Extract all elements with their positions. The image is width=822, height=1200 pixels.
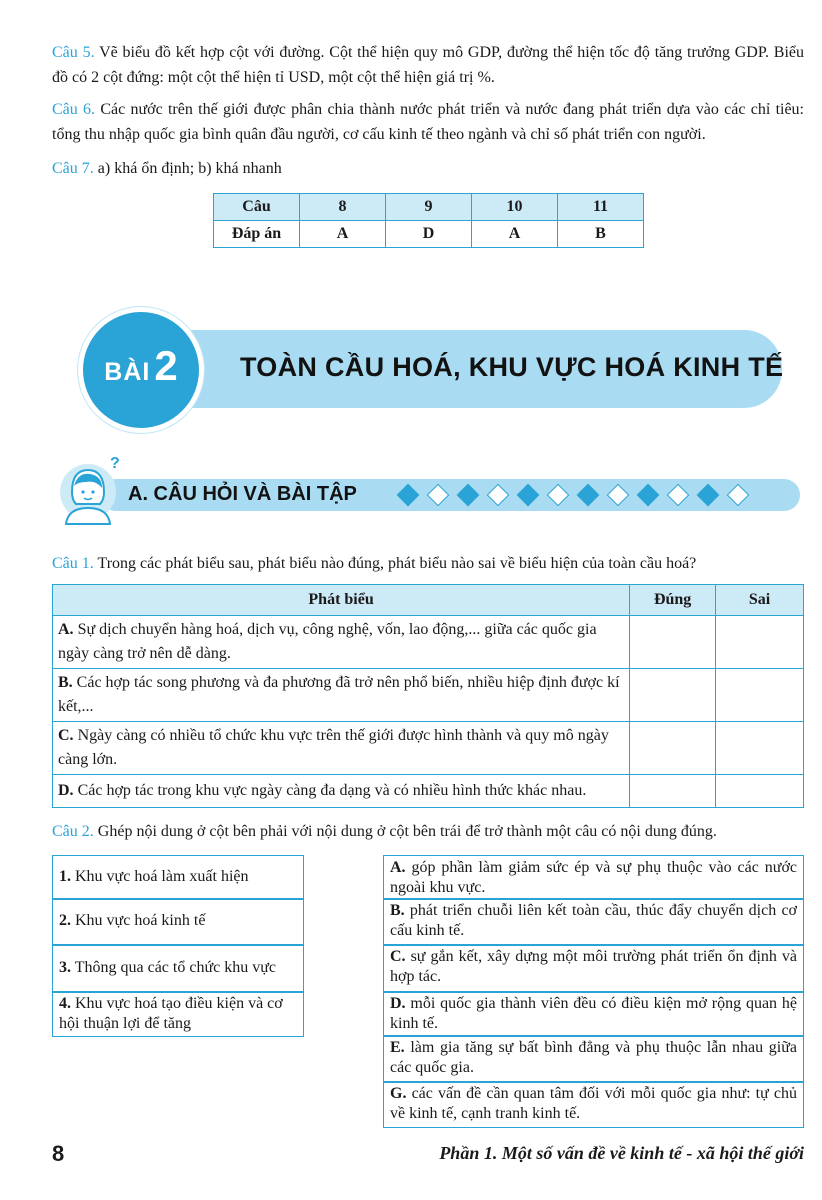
diamond-icon <box>637 484 660 507</box>
diamond-icon <box>517 484 540 507</box>
answer-text: Vẽ biểu đồ kết hợp cột với đường. Cột thể hiện quy mô GDP, đường thể hiện tốc độ tăng trưởng GDP. Biểu đồ có 2 cột đứng: một cột thể hiện tỉ USD, một cột thể hiện giá trị %. <box>52 44 804 86</box>
statement-cell <box>53 669 630 722</box>
table-cell: Đáp án <box>214 221 300 248</box>
false-checkbox-cell[interactable] <box>716 669 804 722</box>
diamond-icon <box>577 484 600 507</box>
diamond-icon <box>457 484 480 507</box>
running-footer: Phần 1. Một số vấn đề về kinh tế - xã hội thế giới <box>439 1143 804 1163</box>
question-text: Trong các phát biểu sau, phát biểu nào đúng, phát biểu nào sai về biểu hiện của toàn cầu hoá? <box>97 555 697 572</box>
match-left-item[interactable] <box>52 855 304 900</box>
true-checkbox-cell[interactable] <box>630 669 716 722</box>
diamond-icon <box>547 484 570 507</box>
match-right-item[interactable] <box>383 855 804 900</box>
true-checkbox-cell[interactable] <box>630 722 716 775</box>
question-label: Câu 6. <box>52 101 96 118</box>
statement-text: Các hợp tác trong khu vực ngày càng đa dạng và có nhiều hình thức khác nhau. <box>77 782 587 799</box>
question-label: Câu 2. <box>52 823 94 840</box>
table-cell: Câu <box>214 194 300 221</box>
statement-cell <box>53 775 630 808</box>
question-label: Câu 7. <box>52 160 94 177</box>
question-text: Ghép nội dung ở cột bên phải với nội dung ở cột bên trái để trở thành một câu có nội dung đúng. <box>97 823 717 840</box>
question-1 <box>52 551 804 576</box>
false-checkbox-cell[interactable] <box>716 616 804 669</box>
item-text: các vấn đề cần quan tâm đối với mỗi quốc gia như: tự chủ về kinh tế, cạnh tranh kinh tế. <box>390 1085 798 1122</box>
item-key: D. <box>390 995 406 1012</box>
statement-key: C. <box>58 727 74 744</box>
false-checkbox-cell[interactable] <box>716 722 804 775</box>
statement-text: Ngày càng có nhiều tổ chức khu vực trên thế giới được hình thành và quy mô ngày càng lớn. <box>58 727 609 768</box>
item-key: A. <box>390 859 406 876</box>
statement-table-header <box>53 585 804 616</box>
lesson-word: BÀI <box>104 358 151 386</box>
column-header: Sai <box>716 585 804 616</box>
item-text: Thông qua các tổ chức khu vực <box>74 959 276 976</box>
statement-key: B. <box>58 674 73 691</box>
statement-text: Các hợp tác song phương và đa phương đã trở nên phổ biến, nhiều hiệp định được kí kết,... <box>58 674 620 715</box>
statement-key: A. <box>58 621 74 638</box>
diamond-icon <box>487 484 510 507</box>
decorative-diamonds <box>396 484 796 506</box>
diamond-icon <box>427 484 450 507</box>
lesson-digit: 2 <box>154 342 178 389</box>
page-number: 8 <box>52 1141 65 1166</box>
match-right-item[interactable] <box>383 991 804 1037</box>
item-text: phát triển chuỗi liên kết toàn cầu, thúc đẩy chuyển dịch cơ cấu kinh tế. <box>390 902 798 939</box>
statement-cell <box>53 722 630 775</box>
item-text: Khu vực hoá tạo điều kiện và cơ hội thuận lợi để tăng <box>59 995 283 1032</box>
answer-key-row <box>214 221 644 248</box>
item-key: 1. <box>59 868 71 885</box>
lesson-title: TOÀN CẦU HOÁ, KHU VỰC HOÁ KINH TẾ <box>240 352 784 382</box>
match-right-item[interactable] <box>383 1081 804 1128</box>
table-row <box>53 669 804 722</box>
table-row <box>53 616 804 669</box>
diamond-icon <box>667 484 690 507</box>
answer-q7 <box>52 156 804 181</box>
item-key: E. <box>390 1039 405 1056</box>
question-label: Câu 1. <box>52 555 94 572</box>
match-left-item[interactable] <box>52 944 304 993</box>
item-key: B. <box>390 902 405 919</box>
match-right-item[interactable] <box>383 944 804 993</box>
answer-text: a) khá ổn định; b) khá nhanh <box>97 160 282 177</box>
statement-key: D. <box>58 782 74 799</box>
diamond-icon <box>397 484 420 507</box>
table-cell: 11 <box>558 194 644 221</box>
statement-cell <box>53 616 630 669</box>
table-cell: A <box>300 221 386 248</box>
table-cell: B <box>558 221 644 248</box>
item-text: góp phần làm giảm sức ép và sự phụ thuộc vào các nước ngoài khu vực. <box>390 859 798 896</box>
svg-text:?: ? <box>110 455 120 472</box>
table-row <box>53 722 804 775</box>
true-checkbox-cell[interactable] <box>630 775 716 808</box>
false-checkbox-cell[interactable] <box>716 775 804 808</box>
item-key: C. <box>390 948 406 965</box>
statement-text: Sự dịch chuyển hàng hoá, dịch vụ, công nghệ, vốn, lao động,... giữa các quốc gia ngày càng trở nên dễ dàng. <box>58 621 597 662</box>
item-text: Khu vực hoá làm xuất hiện <box>75 868 249 885</box>
item-text: mỗi quốc gia thành viên đều có điều kiện mở rộng quan hệ kinh tế. <box>390 995 798 1032</box>
item-text: sự gắn kết, xây dựng một môi trường phát triển ổn định và hợp tác. <box>390 948 798 985</box>
match-left-item[interactable] <box>52 991 304 1037</box>
question-2 <box>52 819 804 844</box>
table-cell: D <box>386 221 472 248</box>
answer-q6 <box>52 97 804 147</box>
answer-text: Các nước trên thế giới được phân chia thành nước phát triển và nước đang phát triển dựa vào các chỉ tiêu: tổng thu nhập quốc gia bình quân đầu người, cơ cấu kinh tế theo ngành và chỉ số phát triển con người. <box>52 101 805 143</box>
match-right-item[interactable] <box>383 898 804 946</box>
true-checkbox-cell[interactable] <box>630 616 716 669</box>
match-right-item[interactable] <box>383 1035 804 1083</box>
table-cell: A <box>472 221 558 248</box>
lesson-number <box>78 342 204 390</box>
question-label: Câu 5. <box>52 44 95 61</box>
column-header: Phát biểu <box>53 585 630 616</box>
match-left-item[interactable] <box>52 898 304 946</box>
student-avatar-icon <box>58 452 120 526</box>
item-key: 4. <box>59 995 71 1012</box>
item-text: làm gia tăng sự bất bình đẳng và phụ thuộc lẫn nhau giữa các quốc gia. <box>390 1039 797 1076</box>
section-title: A. CÂU HỎI VÀ BÀI TẬP <box>128 483 357 505</box>
answer-q5 <box>52 40 804 90</box>
table-cell: 10 <box>472 194 558 221</box>
diamond-icon <box>607 484 630 507</box>
item-key: 2. <box>59 912 71 929</box>
answer-key-table <box>213 193 644 248</box>
diamond-icon <box>697 484 720 507</box>
item-key: G. <box>390 1085 407 1102</box>
table-row <box>53 775 804 808</box>
table-cell: 9 <box>386 194 472 221</box>
diamond-icon <box>727 484 750 507</box>
item-key: 3. <box>59 959 71 976</box>
item-text: Khu vực hoá kinh tế <box>75 912 206 929</box>
answer-key-header-row <box>214 194 644 221</box>
statement-table <box>52 584 804 808</box>
column-header: Đúng <box>630 585 716 616</box>
table-cell: 8 <box>300 194 386 221</box>
